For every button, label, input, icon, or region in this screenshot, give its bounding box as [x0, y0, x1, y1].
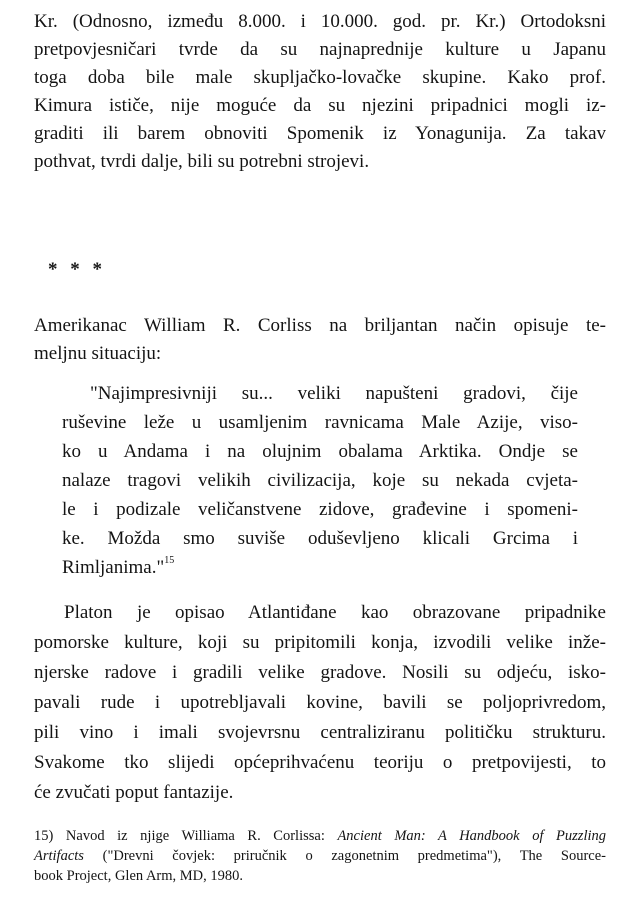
text-line: pili vino i imali svojevrsnu centraliziranu političku strukturu.	[34, 722, 606, 743]
footnote-prefix: 15) Navod iz njige Williama R. Corlissa:	[34, 828, 338, 844]
footnote-line	[34, 846, 606, 866]
paragraph-plato	[34, 598, 606, 808]
text-line: Svakome tko slijedi općeprihvaćenu teoriju o pretpovijesti, to	[34, 752, 606, 773]
quote-line: ruševine leže u usamljenim ravnicama Male Azije, viso-	[62, 412, 578, 433]
quote-line: ko u Andama i na olujnim obalama Arktika. Ondje se	[62, 441, 578, 462]
quote-line: le i podizale veličanstvene zidove, građevine i spomeni-	[62, 499, 578, 520]
footnote-reference: 15	[164, 555, 175, 566]
quote-line-last	[62, 553, 578, 582]
text-line: Platon je opisao Atlantiđane kao obrazovane pripadnike	[64, 602, 606, 623]
paragraph-corliss-intro	[34, 312, 606, 368]
text-line: pomorske kulture, koji su pripitomili konja, izvodili velike inže-	[34, 632, 606, 653]
text-line: pavali rude i upotrebljavali kovine, bavili se poljoprivredom,	[34, 692, 606, 713]
text-line: graditi ili barem obnoviti Spomenik iz Yonagunija. Za takav	[34, 123, 606, 144]
footnote	[34, 826, 606, 886]
text-line: njerske radove i gradili velike gradove. Nosili su odjeću, isko-	[34, 662, 606, 683]
text-line: pothvat, tvrdi dalje, bili su potrebni strojevi.	[34, 151, 370, 172]
book-title-end: Artifacts	[34, 848, 84, 864]
footnote-line: book Project, Glen Arm, MD, 1980.	[34, 868, 244, 884]
footnote-translation: ("Drevni čovjek: priručnik o zagonetnim predmetima"), The Source-	[83, 848, 606, 864]
text-line: Amerikanac William R. Corliss na briljantan način opisuje te-	[34, 315, 606, 336]
book-title: Ancient Man: A Handbook of Puzzling	[337, 828, 606, 844]
text-line: pretpovjesničari tvrde da su najnaprednije kulture u Japanu	[34, 39, 606, 60]
text-line: Kr. (Odnosno, između 8.000. i 10.000. god. pr. Kr.) Ortodoksni	[34, 11, 606, 32]
footnote-line	[34, 826, 606, 846]
paragraph-yonaguni	[34, 8, 606, 176]
quote-line: "Najimpresivniji su... veliki napušteni gradovi, čije	[90, 383, 578, 404]
text-line: toga doba bile male skupljačko-lovačke skupine. Kako prof.	[34, 67, 606, 88]
section-separator: * * *	[48, 259, 106, 280]
text-line: Kimura ističe, nije moguće da su njezini pripadnici mogli iz-	[34, 95, 606, 116]
text-line: će zvučati poput fantazije.	[34, 782, 234, 803]
text-line: meljnu situaciju:	[34, 343, 162, 364]
block-quote	[62, 379, 578, 582]
quote-line: nalaze tragovi velikih civilizacija, koje su nekada cvjeta-	[62, 470, 578, 491]
quote-line: ke. Možda smo suviše oduševljeno klicali Grcima i	[62, 528, 578, 549]
quote-text: Rimljanima."	[62, 557, 165, 578]
